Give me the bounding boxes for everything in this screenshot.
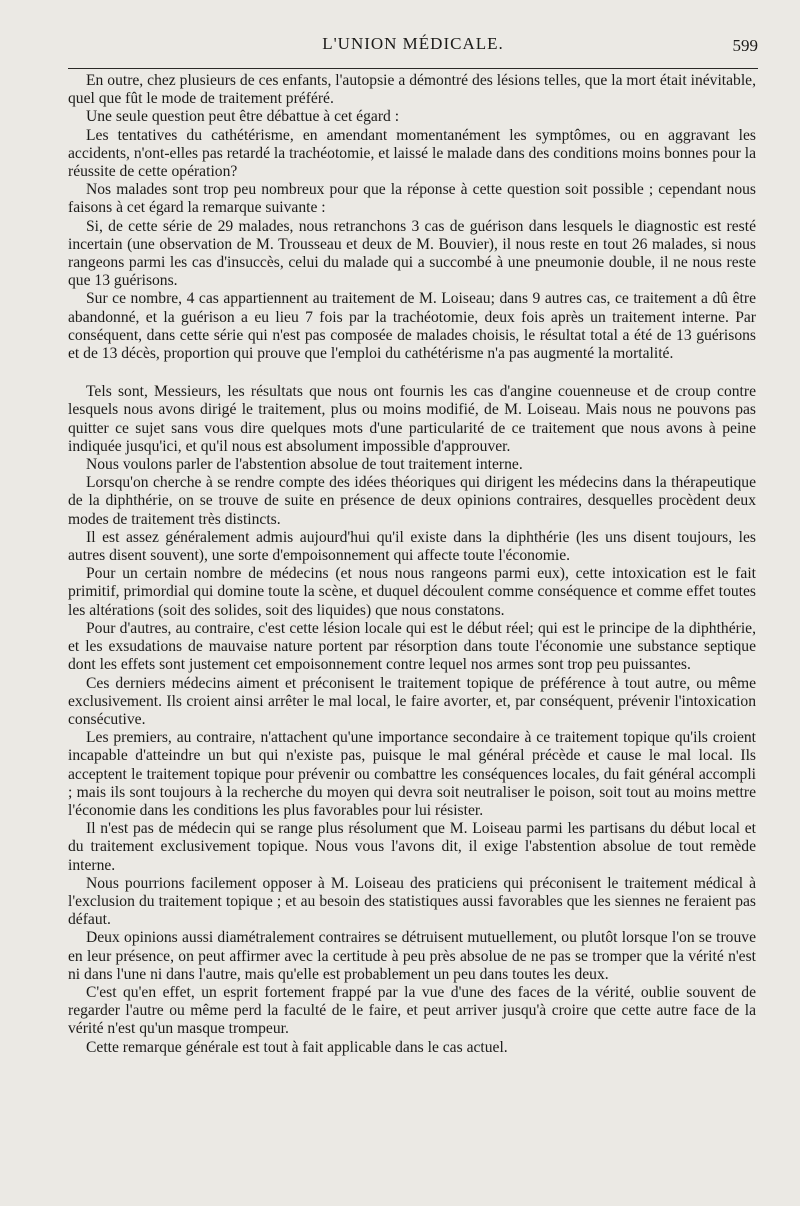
paragraph: Si, de cette série de 29 malades, nous retranchons 3 cas de guérison dans lesquels le diagnostic est resté incertain (une observation de M. Trousseau et deux de M. Bouvier), il nous reste en tout 26 malades, si nous rangeons parmi les cas d'insuccès, celui du malade qui a succombé à une pneumonie double, il ne nous reste que 13 guérisons. <box>68 217 756 290</box>
paragraph: Il n'est pas de médecin qui se range plus résolument que M. Loiseau parmi les partisans du début local et du traitement exclusivement topique. Nous vous l'avons dit, il exige l'abstention absolue de tout remède interne. <box>68 820 756 874</box>
paragraph: Tels sont, Messieurs, les résultats que nous ont fournis les cas d'angine couenneuse et de croup contre lesquels nous avons dirigé le traitement, plus ou moins modifié, de M. Loiseau. Mais nous ne pouvons pas quitter ce sujet sans vous dire quelques mots d'une particularité de ce traitement que nous avons à peine indiquée jusqu'ici, et qu'il nous est absolument impossible d'approuver. <box>68 383 756 455</box>
paragraph: Deux opinions aussi diamétralement contraires se détruisent mutuellement, ou plutôt lorsque l'on se trouve en leur présence, on peut affirmer avec la certitude à peu près absolue de ne pas se tromper que la vérité n'est ni dans l'une ni dans l'autre, mais qu'elle est probablement un peu dans toutes les deux. <box>68 929 756 983</box>
paragraph: Nos malades sont trop peu nombreux pour que la réponse à cette question soit possible ; cependant nous faisons à cet égard la remarque suivante : <box>68 181 756 217</box>
paragraph: Pour un certain nombre de médecins (et nous nous rangeons parmi eux), cette intoxication est le fait primitif, primordial qui domine toute la scène, et duquel découlent comme conséquence et comme effet toutes les altérations (soit des solides, soit des liquides) que nous constatons. <box>68 565 756 619</box>
paragraph: Pour d'autres, au contraire, c'est cette lésion locale qui est le début réel; qui est le principe de la diphthérie, et les exsudations de mauvaise nature portent par résorption dans toute l'économie une substance septique dont les effets sont justement cet empoisonnement contre lequel nos armes sont trop peu puissantes. <box>68 619 756 674</box>
paragraph: Nous voulons parler de l'abstention absolue de tout traitement interne. <box>86 456 523 474</box>
paragraph: Il est assez généralement admis aujourd'hui qu'il existe dans la diphthérie (les uns disent toujours, les autres disent souvent), une sorte d'empoisonnement qui affecte toute l'économie. <box>68 528 756 565</box>
paragraph: Nous pourrions facilement opposer à M. Loiseau des praticiens qui préconisent le traitement médical à l'exclusion du traitement topique ; et au besoin des statistiques aussi favorables que les siennes ne feraient pas défaut. <box>68 874 756 929</box>
paragraph: Ces derniers médecins aiment et préconisent le traitement topique de préférence à tout autre, ou même exclusivement. Ils croient ainsi arrêter le mal local, le faire avorter, et, par conséquent, prévenir l'intoxication consécutive. <box>68 674 756 728</box>
paragraph: Lorsqu'on cherche à se rendre compte des idées théoriques qui dirigent les médecins dans la thérapeutique de la diphthérie, on se trouve de suite en présence de deux opinions contraires, desquelles procèdent deux modes de traitement très distincts. <box>68 474 756 528</box>
running-head: L'UNION MÉDICALE. <box>322 34 504 53</box>
paragraph: C'est qu'en effet, un esprit fortement frappé par la vue d'une des faces de la vérité, oublie souvent de regarder l'autre ou même perd la faculté de le faire, et peut arriver jusqu'à croire que cette autre face de la vérité n'est qu'un masque trompeur. <box>68 983 756 1038</box>
paragraph: Cette remarque générale est tout à fait applicable dans le cas actuel. <box>86 1038 508 1056</box>
paragraph: Une seule question peut être débattue à cet égard : <box>86 108 400 126</box>
paragraph: Sur ce nombre, 4 cas appartiennent au traitement de M. Loiseau; dans 9 autres cas, ce traitement a dû être abandonné, et la guérison a eu lieu 7 fois par la trachéotomie, deux fois après un traitement interne. Par conséquent, dans cette série qui n'est pas composée de malades choisis, le résultat total a été de 13 guérisons et de 13 décès, proportion qui prouve que l'emploi du cathétérisme n'a pas augmenté la mortalité. <box>68 290 756 363</box>
paragraph: Les premiers, au contraire, n'attachent qu'une importance secondaire à ce traitement topique qu'ils croient incapable d'atteindre un but qui n'existe pas, puisque le mal général précède et cause le mal local. Ils acceptent le traitement topique pour prévenir ou combattre les conséquences locales, du fait général accompli ; mais ils sont toujours à la recherche du moyen qui devra soit neutraliser le poison, soit tout au moins mettre l'économie dans les conditions les plus favorables pour lui résister. <box>68 729 756 819</box>
header-rule <box>68 68 758 69</box>
body-text <box>68 72 756 1057</box>
paragraph: En outre, chez plusieurs de ces enfants, l'autopsie a démontré des lésions telles, que la mort était inévitable, quel que fût le mode de traitement préféré. <box>68 72 756 108</box>
paragraph: Les tentatives du cathétérisme, en amendant momentanément les symptômes, ou en aggravant les accidents, n'ont-elles pas retardé la trachéotomie, et laissé le malade dans des conditions moins bonnes pour la réussite de cette opération? <box>68 126 756 181</box>
page-header <box>68 30 758 62</box>
page-number: 599 <box>732 36 758 55</box>
